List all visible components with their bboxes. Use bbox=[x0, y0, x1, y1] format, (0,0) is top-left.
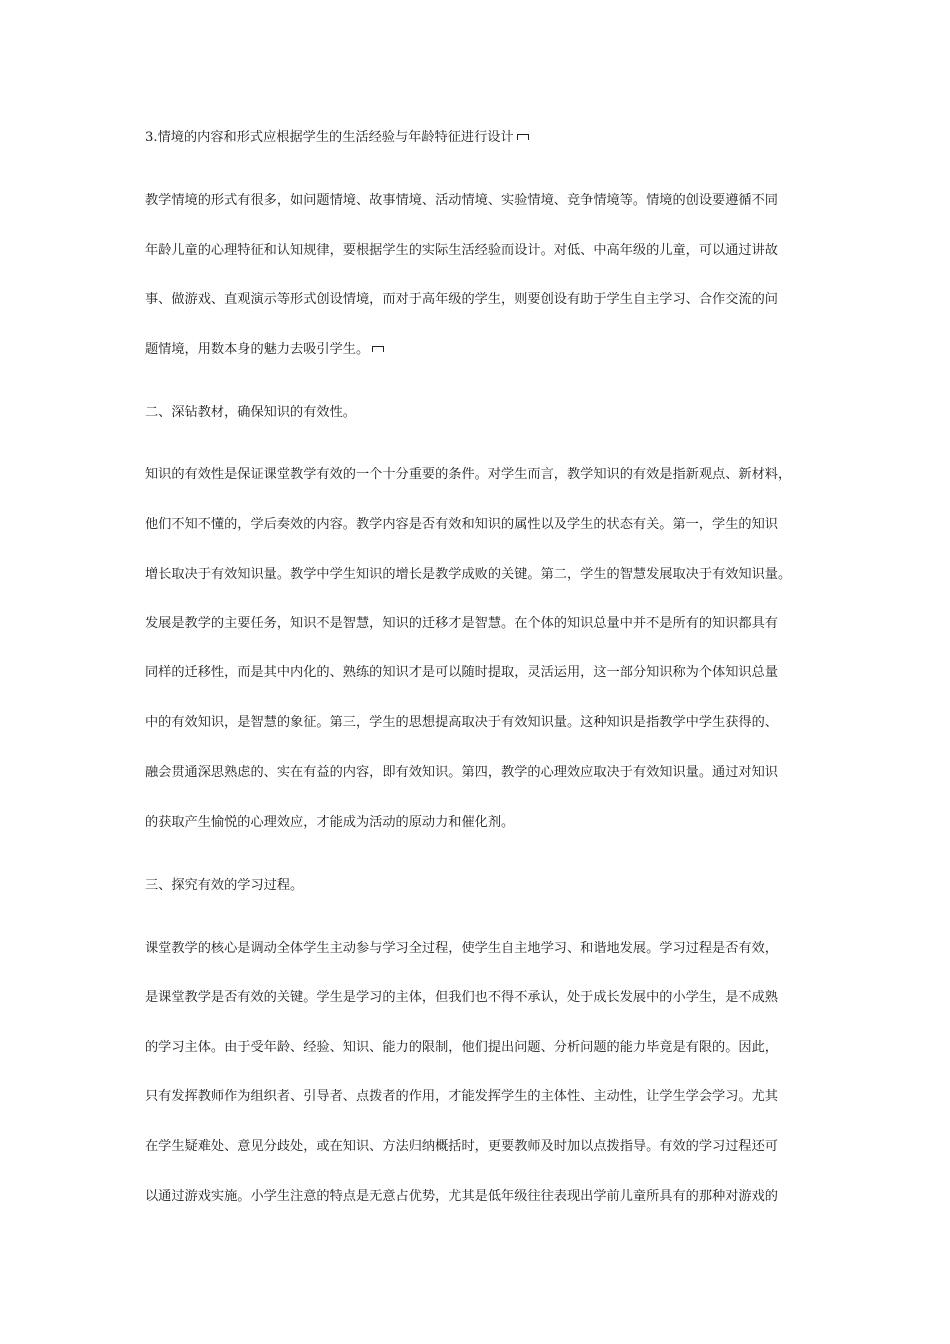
paragraph-line: 他们不知不懂的，学后奏效的内容。教学内容是否有效和知识的属性以及学生的状态有关。第一，学生的知识 bbox=[145, 517, 778, 532]
paragraph-line: 同样的迁移性，而是其中内化的、熟练的知识才是可以随时提取，灵活运用，这一部分知识称为个体知识总量 bbox=[145, 665, 778, 680]
paragraph-line: 课堂教学的核心是调动全体学生主动参与学习全过程，使学生自主地学习、和谐地发展。学习过程是否有效， bbox=[145, 941, 778, 956]
paragraph-line: 增长取决于有效知识量。教学中学生知识的增长是教学成败的关键。第二，学生的智慧发展取决于有效知识量。 bbox=[145, 567, 792, 582]
paragraph-mark-icon bbox=[517, 134, 529, 140]
paragraph-line: 教学情境的形式有很多，如问题情境、故事情境、活动情境、实验情境、竞争情境等。情境的创设要遵循不同 bbox=[145, 193, 778, 208]
paragraph-mark-icon bbox=[372, 346, 384, 352]
paragraph-line: 年龄儿童的心理特征和认知规律，要根据学生的实际生活经验而设计。对低、中高年级的儿童，可以通过讲故 bbox=[145, 243, 778, 258]
paragraph-line: 事、做游戏、直观演示等形式创设情境，而对于高年级的学生，则要创设有助于学生自主学习、合作交流的问 bbox=[145, 292, 778, 307]
heading-situation-design: 3.情境的内容和形式应根据学生的生活经验与年龄特征进行设计 bbox=[145, 130, 529, 146]
paragraph-line: 发展是教学的主要任务，知识不是智慧，知识的迁移才是智慧。在个体的知识总量中并不是所有的知识都具有 bbox=[145, 616, 778, 631]
paragraph-line: 是课堂教学是否有效的关键。学生是学习的主体，但我们也不得不承认，处于成长发展中的小学生，是不成熟 bbox=[145, 990, 778, 1005]
paragraph-line: 知识的有效性是保证课堂教学有效的一个十分重要的条件。对学生而言，教学知识的有效是指新观点、新材料， bbox=[145, 467, 792, 482]
paragraph-line: 的学习主体。由于受年龄、经验、知识、能力的限制，他们提出问题、分析问题的能力毕竟是有限的。因此， bbox=[145, 1040, 778, 1055]
paragraph-line: 以通过游戏实施。小学生注意的特点是无意占优势，尤其是低年级往往表现出学前儿童所具有的那种对游戏的 bbox=[145, 1189, 778, 1204]
paragraph-line: 的获取产生愉悦的心理效应，才能成为活动的原动力和催化剂。 bbox=[145, 815, 515, 830]
paragraph-line: 只有发挥教师作为组织者、引导者、点拨者的作用，才能发挥学生的主体性、主动性，让学生学会学习。尤其 bbox=[145, 1089, 778, 1104]
section-heading-2: 二、深钻教材，确保知识的有效性。 bbox=[145, 405, 356, 420]
paragraph-line: 在学生疑难处、意见分歧处，或在知识、方法归纳概括时，更要教师及时加以点拨指导。有效的学习过程还可 bbox=[145, 1139, 778, 1154]
paragraph-line: 融会贯通深思熟虑的、实在有益的内容，即有效知识。第四，教学的心理效应取决于有效知识量。通过对知识 bbox=[145, 765, 778, 780]
paragraph-line: 中的有效知识，是智慧的象征。第三，学生的思想提高取决于有效知识量。这种知识是指教学中学生获得的、 bbox=[145, 715, 778, 730]
paragraph-line: 题情境，用数本身的魅力去吸引学生。 bbox=[145, 342, 384, 358]
section-heading-3: 三、探究有效的学习过程。 bbox=[145, 878, 304, 893]
